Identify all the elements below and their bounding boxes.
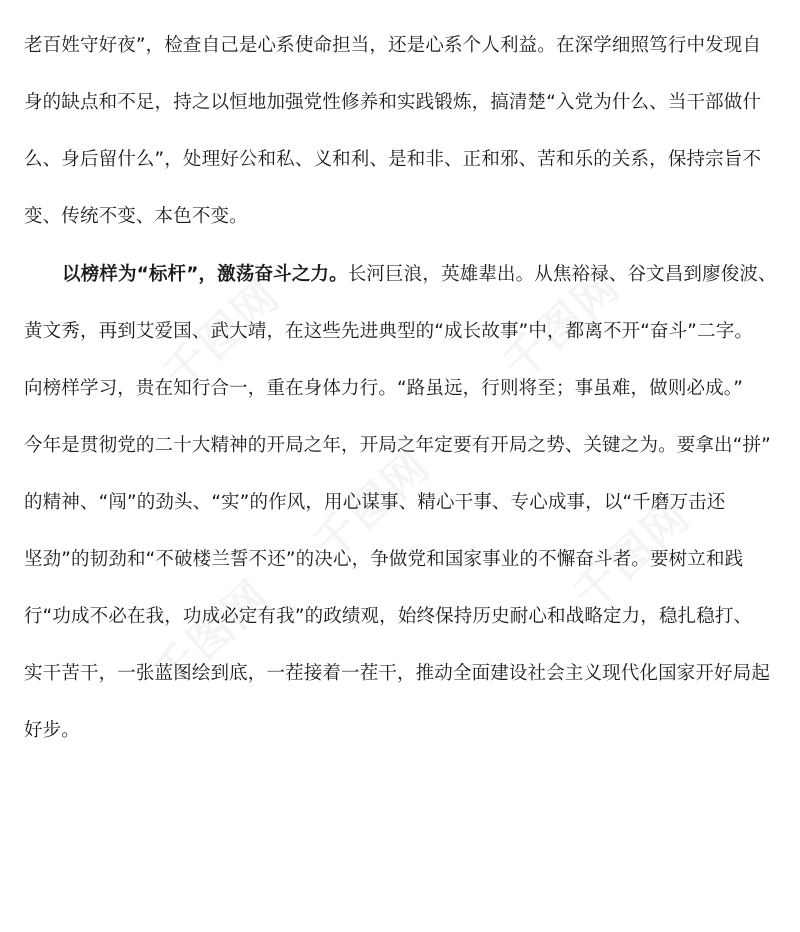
text-line [62, 263, 782, 287]
text-line: 今年是贯彻党的二十大精神的开局之年，开局之年定要有开局之势、关键之为。要拿出“拼” [24, 435, 771, 456]
text-line: 向榜样学习，贵在知行合一，重在身体力行。“路虽远，行则将至；事虽难，做则必成。” [24, 378, 743, 399]
text-line: 老百姓守好夜”，检查自己是心系使命担当，还是心系个人利益。在深学细照笃行中发现自 [24, 35, 762, 56]
text-line: 么、身后留什么”，处理好公和私、义和利、是和非、正和邪、苦和乐的关系，保持宗旨不 [24, 149, 762, 170]
text-line: 变、传统不变、本色不变。 [24, 206, 248, 227]
text-line: 黄文秀，再到艾爱国、武大靖，在这些先进典型的“成长故事”中，都离不开“奋斗”二字。 [24, 321, 753, 342]
paragraph-heading: 以榜样为“标杆”，激荡奋斗之力。 [62, 264, 348, 285]
text-line: 行“功成不必在我，功成必定有我”的政绩观，始终保持历史耐心和战略定力，稳扎稳打、 [24, 606, 753, 627]
text-line: 好步。 [24, 720, 80, 741]
text-line: 坚劲”的韧劲和“不破楼兰誓不还”的决心，争做党和国家事业的不懈奋斗者。要树立和践 [24, 549, 744, 570]
text-run: 长河巨浪，英雄辈出。从焦裕禄、谷文昌到廖俊波、 [347, 264, 777, 285]
text-line: 的精神、“闯”的劲头、“实”的作风，用心谋事、精心干事、专心成事，以“千磨万击还 [24, 492, 726, 513]
text-line: 身的缺点和不足，持之以恒地加强党性修养和实践锻炼，搞清楚“入党为什么、当干部做什 [24, 92, 762, 113]
text-line: 实干苦干，一张蓝图绘到底，一茬接着一茬干，推动全面建设社会主义现代化国家开好局起 [24, 663, 771, 684]
